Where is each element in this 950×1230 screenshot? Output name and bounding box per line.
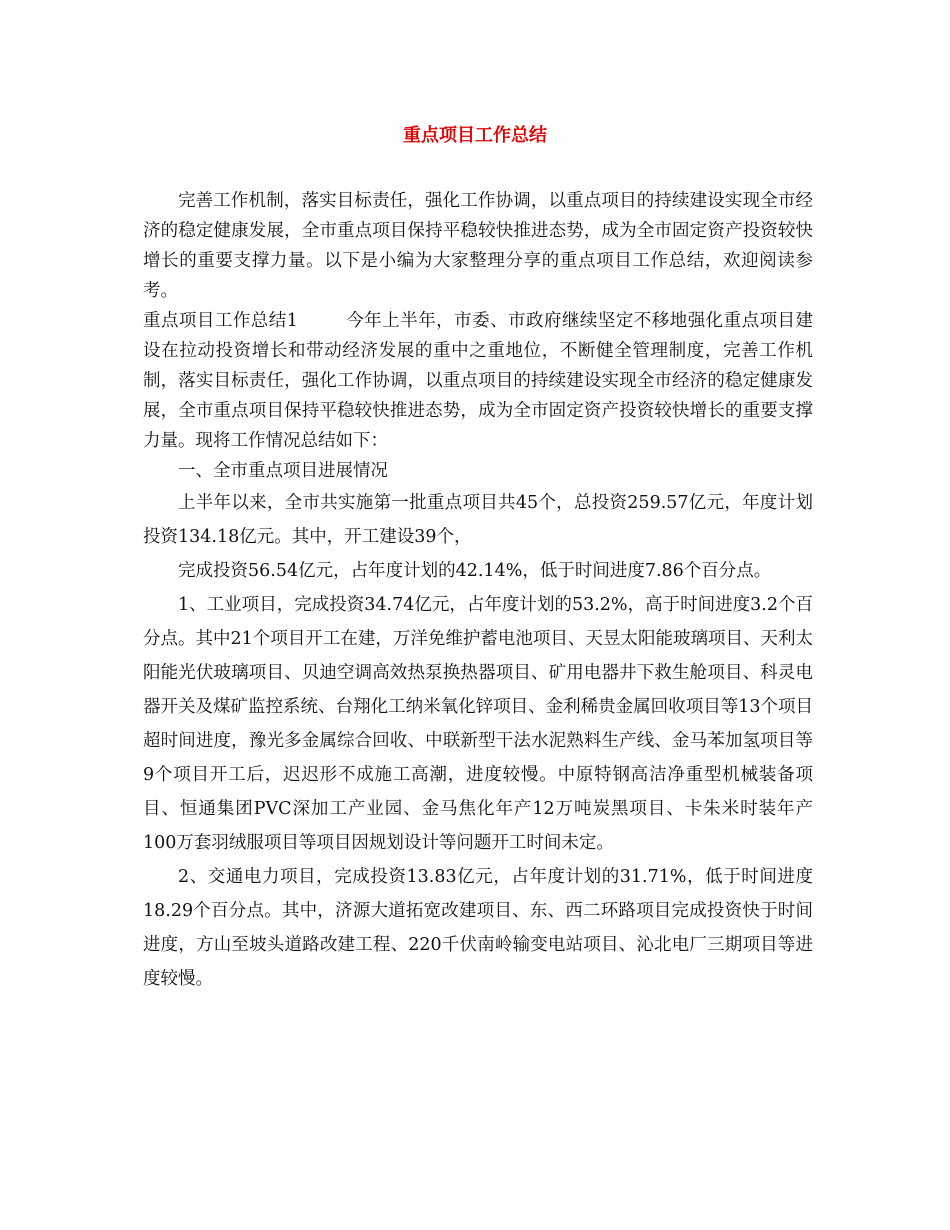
section1-text: 今年上半年，市委、市政府继续坚定不移地强化重点项目建设在拉动投资增长和带动经济发展的重中之重地位，不断健全管理制度，完善工作机制，落实目标责任，强化工作协调，以重点项目的持续建设实现全市经济的稳定健康发展，全市重点项目保持平稳较快推进态势，成为全市固定资产投资较快增长的重要支撑力量。现将工作情况总结如下： [143,311,814,451]
intro-paragraph: 完善工作机制，落实目标责任，强化工作协调，以重点项目的持续建设实现全市经济的稳定健康发展，全市重点项目保持平稳较快推进态势，成为全市固定资产投资较快增长的重要支撑力量。以下是小编为大家整理分享的重点项目工作总结，欢迎阅读参考。 [143,191,813,301]
overview-paragraph: 上半年以来，全市共实施第一批重点项目共45个，总投资259.57亿元，年度计划投资134.18亿元。其中，开工建设39个， [143,493,813,547]
investment-paragraph: 完成投资56.54亿元，占年度计划的42.14%，低于时间进度7.86个百分点。 [178,561,772,581]
section1-heading: 重点项目工作总结1 [143,311,298,331]
section1-paragraph [143,306,813,456]
subheading-progress: 一、全市重点项目进展情况 [178,461,388,481]
transport-paragraph: 2、交通电力项目，完成投资13.83亿元，占年度计划的31.71%，低于时间进度18.29个百分点。其中，济源大道拓宽改建项目、东、西二环路项目完成投资快于时间进度，方山至坡头道路改建工程、220千伏南岭输变电站项目、沁北电厂三期项目等进度较慢。 [143,867,813,989]
industry-paragraph: 1、工业项目，完成投资34.74亿元，占年度计划的53.2%，高于时间进度3.2个百分点。其中21个项目开工在建，万洋免维护蓄电池项目、天昱太阳能玻璃项目、天利太阳能光伏玻璃项目、贝迪空调高效热泵换热器项目、矿用电器井下救生舱项目、科灵电器开关及煤矿监控系统、台翔化工纳米氧化锌项目、金利稀贵金属回收项目等13个项目超时间进度，豫光多金属综合回收、中联新型干法水泥熟料生产线、金马苯加氢项目等9个项目开工后，迟迟形不成施工高潮，进度较慢。中原特钢高洁净重型机械装备项目、恒通集团PVC深加工产业园、金马焦化年产12万吨炭黑项目、卡朱米时装年产100万套羽绒服项目等项目因规划设计等问题开工时间未定。 [143,595,813,853]
document-title: 重点项目工作总结 [403,125,547,146]
document-body [143,186,813,996]
